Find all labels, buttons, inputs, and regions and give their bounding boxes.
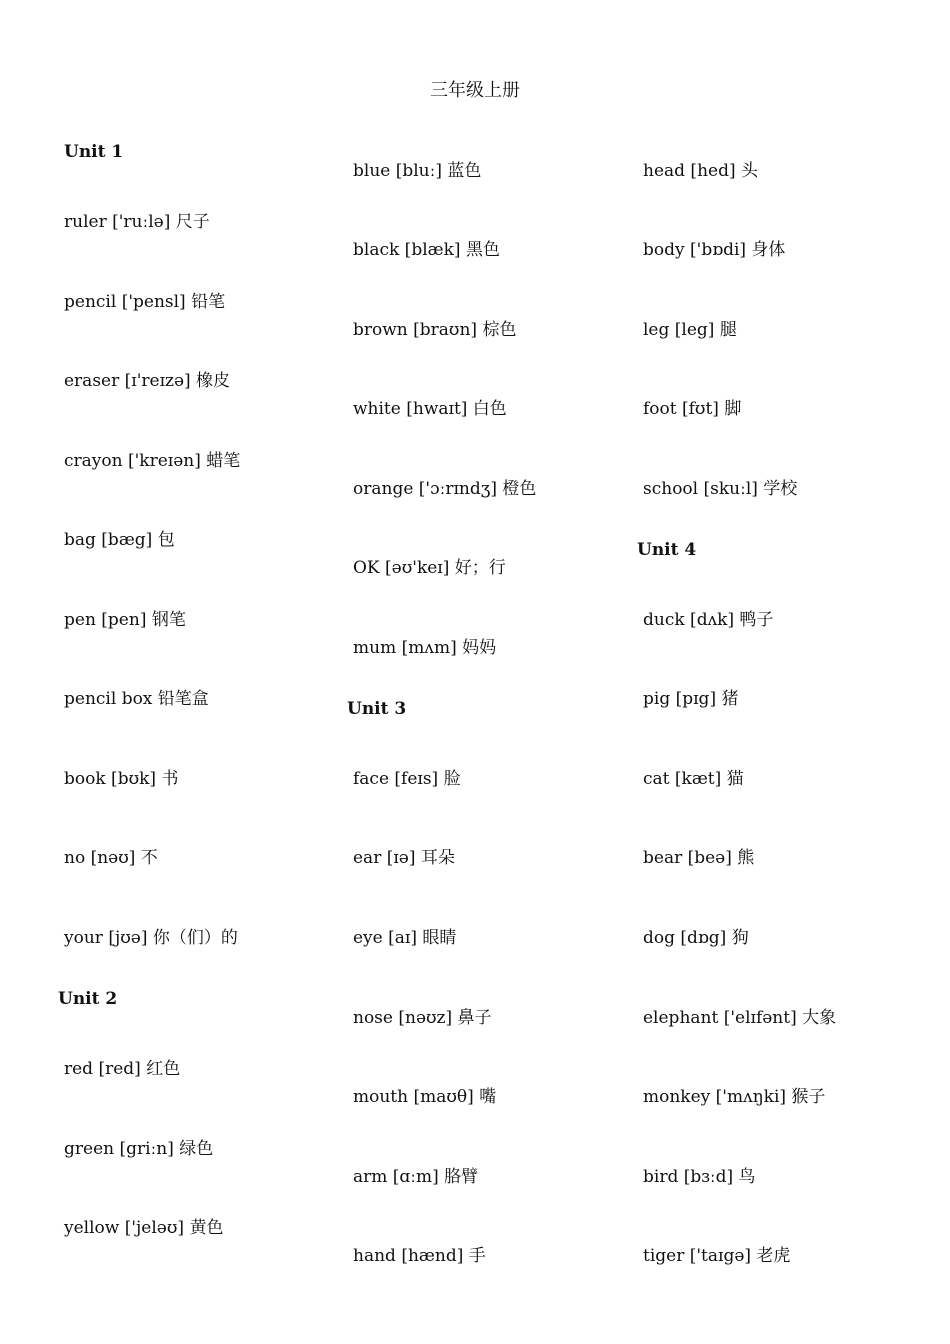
vocab-item: ear [ɪə] 耳朵 — [353, 848, 455, 868]
vocab-item: your [jʊə] 你（们）的 — [64, 928, 238, 948]
vocab-item: arm [ɑːm] 胳臂 — [353, 1167, 479, 1187]
vocab-item: body ['bɒdi] 身体 — [643, 240, 786, 260]
vocab-item: pencil box 铅笔盒 — [64, 689, 209, 709]
vocab-item: black [blæk] 黑色 — [353, 240, 500, 260]
vocab-item: brown [braʊn] 棕色 — [353, 320, 517, 340]
vocab-item: dog [dɒg] 狗 — [643, 928, 749, 948]
vocab-item: head [hed] 头 — [643, 161, 758, 181]
vocab-item: orange ['ɔːrɪndʒ] 橙色 — [353, 479, 537, 499]
vocab-item: red [red] 红色 — [64, 1059, 181, 1079]
unit-3-heading: Unit 3 — [347, 699, 407, 719]
vocab-item: foot [fʊt] 脚 — [643, 399, 742, 419]
unit-2-heading: Unit 2 — [58, 989, 118, 1009]
vocab-item: bag [bæg] 包 — [64, 530, 175, 550]
vocab-item: bird [bɜːd] 鸟 — [643, 1167, 756, 1187]
vocab-item: crayon ['kreɪən] 蜡笔 — [64, 451, 241, 471]
vocab-item: cat [kæt] 猫 — [643, 769, 744, 789]
vocab-item: pen [pen] 钢笔 — [64, 610, 186, 630]
vocab-item: elephant ['elɪfənt] 大象 — [643, 1008, 837, 1028]
vocab-item: duck [dʌk] 鸭子 — [643, 610, 774, 630]
vocab-item: mouth [maʊθ] 嘴 — [353, 1087, 497, 1107]
page-title: 三年级上册 — [430, 80, 520, 101]
vocab-item: OK [əʊ'keɪ] 好；行 — [353, 558, 506, 578]
vocab-item: book [bʊk] 书 — [64, 769, 179, 789]
unit-1-heading: Unit 1 — [64, 142, 124, 162]
vocab-item: bear [beə] 熊 — [643, 848, 755, 868]
vocab-item: white [hwaɪt] 白色 — [353, 399, 507, 419]
unit-4-heading: Unit 4 — [637, 540, 697, 560]
vocab-item: eraser [ɪ'reɪzə] 橡皮 — [64, 371, 231, 391]
vocab-item: pig [pɪg] 猪 — [643, 689, 739, 709]
vocab-item: pencil ['pensl] 铅笔 — [64, 292, 226, 312]
vocab-item: tiger ['taɪgə] 老虎 — [643, 1246, 791, 1266]
vocab-item: yellow ['jeləʊ] 黄色 — [64, 1218, 224, 1238]
vocab-item: green [griːn] 绿色 — [64, 1139, 214, 1159]
vocab-column-3 — [637, 0, 933, 1344]
vocab-column-1 — [58, 0, 354, 1344]
vocab-item: blue [bluː] 蓝色 — [353, 161, 482, 181]
vocab-item: hand [hænd] 手 — [353, 1246, 486, 1266]
vocab-column-2 — [347, 0, 643, 1344]
vocab-item: ruler ['ruːlə] 尺子 — [64, 212, 210, 232]
vocab-item: mum [mʌm] 妈妈 — [353, 638, 497, 658]
vocab-item: monkey ['mʌŋki] 猴子 — [643, 1087, 826, 1107]
vocab-item: school [skuːl] 学校 — [643, 479, 798, 499]
vocab-item: nose [nəʊz] 鼻子 — [353, 1008, 492, 1028]
vocab-item: eye [aɪ] 眼睛 — [353, 928, 457, 948]
vocab-item: face [feɪs] 脸 — [353, 769, 461, 789]
vocab-item: no [nəʊ] 不 — [64, 848, 158, 868]
vocab-item: leg [leg] 腿 — [643, 320, 737, 340]
